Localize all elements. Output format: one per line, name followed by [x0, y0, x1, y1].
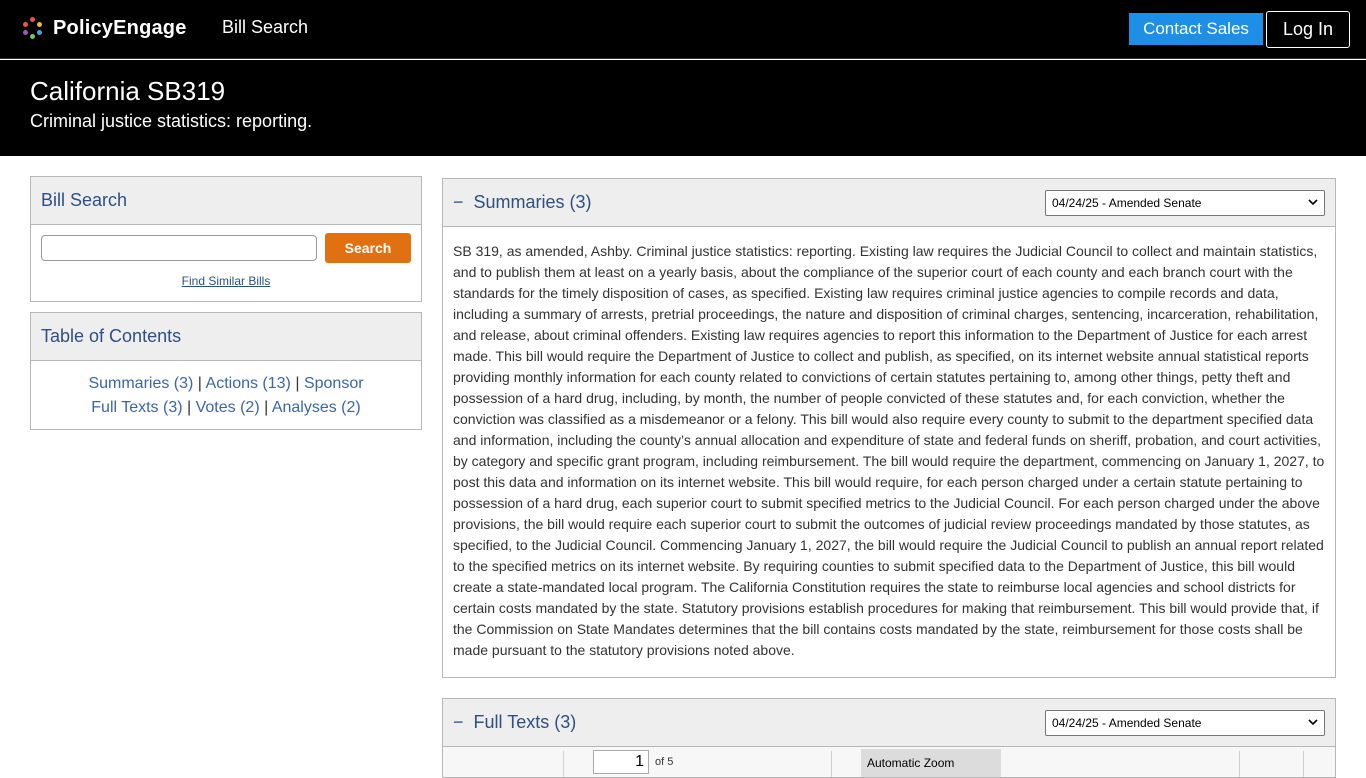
bill-search-panel [30, 176, 422, 302]
toolbar-divider [1239, 751, 1240, 777]
toolbar-divider [563, 751, 564, 777]
toc-link-full-texts[interactable]: Full Texts (3) [91, 399, 183, 416]
bill-search-panel-title: Bill Search [41, 190, 128, 210]
summaries-version-select[interactable] [1045, 190, 1325, 216]
collapse-full-texts-icon[interactable]: − [453, 712, 464, 732]
chevron-down-icon [1308, 197, 1318, 207]
toc-separator: | [187, 399, 192, 416]
contact-sales-button[interactable]: Contact Sales [1129, 13, 1263, 45]
page-number-input[interactable]: 1 [593, 750, 649, 774]
toc-separator: | [197, 375, 202, 392]
toc-link-summaries[interactable]: Summaries (3) [88, 375, 194, 392]
pdf-viewer-toolbar [443, 747, 1335, 777]
brand-name: PolicyEngage [53, 16, 187, 39]
toc-link-sponsor[interactable]: Sponsor [303, 375, 364, 392]
toolbar-divider [1303, 751, 1304, 777]
full-texts-version-select[interactable] [1045, 710, 1325, 736]
full-texts-panel [442, 698, 1336, 778]
toc-link-votes[interactable]: Votes (2) [195, 399, 260, 416]
page-title: California SB319 [30, 76, 226, 106]
toc-panel-header [31, 313, 421, 361]
brand-logo[interactable] [22, 16, 187, 40]
toc-panel-title: Table of Contents [41, 326, 182, 346]
login-button[interactable]: Log In [1266, 11, 1350, 48]
toc-separator: | [295, 375, 300, 392]
zoom-select[interactable]: Automatic Zoom [861, 749, 1001, 777]
top-navbar [0, 0, 1366, 59]
search-button[interactable]: Search [325, 233, 411, 263]
page-count: of 5 [655, 756, 674, 768]
find-similar-bills-link[interactable]: Find Similar Bills [181, 274, 271, 288]
summaries-title[interactable]: Summaries (3) [473, 192, 592, 212]
summaries-version-value: 04/24/25 - Amended Senate [1052, 196, 1202, 210]
summary-text: SB 319, as amended, Ashby. Criminal justice statistics: reporting. Existing law requires the Judicial Council to collect and maintain statistics, and to publish them at least on a yearly basis, about the compliance of the superior court of each county and each branch court with the standards for the timely disposition of cases, as specified. Existing law requires criminal justice agencies to compile records and data, including a summary of arrests, pretrial proceedings, the nature and disposition of criminal charges, sentencing, incarceration, rehabilitation, and release, about criminal offenders. Existing law requires agencies to report this information to the Department of Justice for each arrest made. This bill would require the Department of Justice to collect and publish, as specified, on its internet website annual statistical reports providing monthly information for each county related to convictions of certain statutes pertaining to, among other things, petty theft and possession of a hard drug, including, by month, the number of people convicted of these statutes and, for each conviction, whether the conviction was classified as a misdemeanor or a felony. This bill would also require every county to submit to the department specified data and information, including the county’s annual allocation and expenditure of state and federal funds on sheriff, probation, and court activities, by category and specific grant program, including reimbursement. The bill would require the department, commencing on January 1, 2027, to post this data and information on its internet website. This bill would require, for each person charged under a certain statute pertaining to possession of a hard drug, each superior court to submit specified metrics to the Judicial Council. For each person charged under the above provisions, the bill would require each superior court to submit the outcomes of judicial review proceedings mandated by those statutes, as specified, to the Judicial Council. Commencing January 1, 2027, the bill would require the Judicial Council to publish an annual report related to the specified metrics on its internet website. By requiring counties to submit specified data to the Department of Justice, this bill would create a state-mandated local program. The California Constitution requires the state to reimburse local agencies and school districts for certain costs mandated by the state. Statutory provisions establish procedures for making that reimbursement. This bill would provide that, if the Commission on State Mandates determines that the bill contains costs mandated by the state, reimbursement for those costs shall be made pursuant to the statutory provisions noted above. [453, 243, 1325, 658]
full-texts-panel-header [443, 699, 1335, 747]
toc-separator: | [264, 399, 269, 416]
bill-search-panel-header [31, 177, 421, 225]
collapse-summaries-icon[interactable]: − [453, 192, 464, 212]
logo-dots-icon [22, 17, 44, 39]
toc-links [31, 361, 421, 420]
full-texts-version-value: 04/24/25 - Amended Senate [1052, 716, 1202, 730]
nav-bill-search-link[interactable]: Bill Search [222, 17, 309, 37]
summaries-panel-header [443, 179, 1335, 227]
table-of-contents-panel [30, 312, 422, 430]
summaries-panel [442, 178, 1336, 678]
full-texts-title[interactable]: Full Texts (3) [473, 712, 577, 732]
chevron-down-icon [1308, 717, 1318, 727]
search-input[interactable] [41, 235, 317, 261]
toc-link-actions[interactable]: Actions (13) [205, 375, 291, 392]
toc-link-analyses[interactable]: Analyses (2) [271, 399, 361, 416]
toolbar-divider [831, 751, 832, 777]
bill-header [0, 60, 1366, 156]
page-subtitle: Criminal justice statistics: reporting. [30, 111, 313, 131]
